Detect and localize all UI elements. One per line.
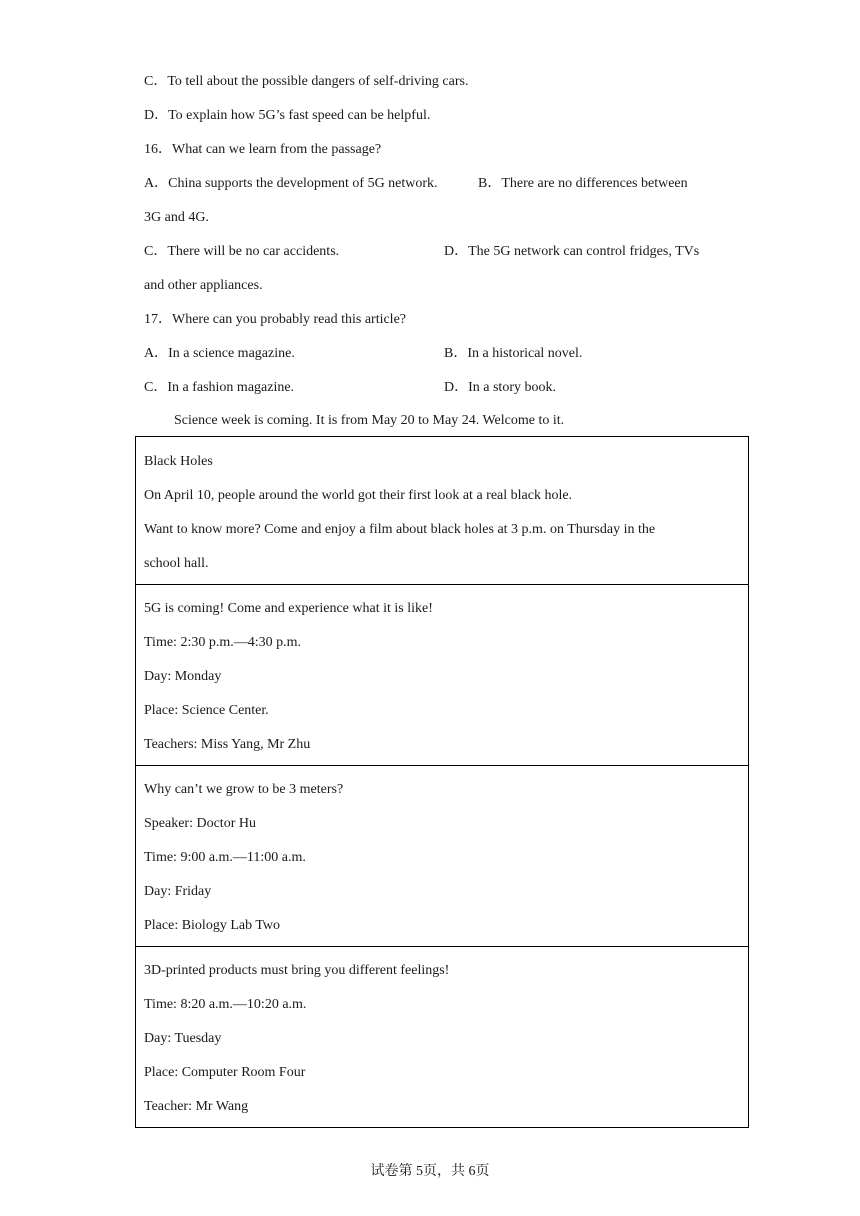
event-line: 3D-printed products must bring you different feelings!	[144, 963, 450, 978]
q15-option-c: C．To tell about the possible dangers of self-driving cars.	[144, 74, 469, 89]
event-line: Teachers: Miss Yang, Mr Zhu	[144, 737, 311, 752]
event-line: Place: Biology Lab Two	[144, 918, 281, 933]
event-line: school hall.	[144, 556, 209, 571]
q15-option-d: D．To explain how 5G’s fast speed can be helpful.	[144, 108, 431, 123]
event-line: Time: 2:30 p.m.—4:30 p.m.	[144, 635, 302, 650]
q17-option-a: A．In a science magazine.	[144, 346, 295, 361]
event-line: On April 10, people around the world got their first look at a real black hole.	[144, 488, 573, 503]
q16-option-c: C．There will be no car accidents.	[144, 244, 340, 259]
event-line: Day: Friday	[144, 884, 212, 899]
q17-question: 17．Where can you probably read this article?	[144, 312, 407, 327]
event-line: Place: Computer Room Four	[144, 1065, 306, 1080]
event-box-3d-printing	[135, 946, 749, 1128]
event-line: Want to know more? Come and enjoy a film about black holes at 3 p.m. on Thursday in the	[144, 522, 656, 537]
event-line: Time: 9:00 a.m.—11:00 a.m.	[144, 850, 306, 865]
q16-option-d: D．The 5G network can control fridges, TVs	[444, 244, 700, 259]
q17-option-d: D．In a story book.	[444, 380, 556, 395]
passage-intro: Science week is coming. It is from May 20 to May 24. Welcome to it.	[174, 413, 565, 428]
q17-option-c: C．In a fashion magazine.	[144, 380, 295, 395]
q17-option-b: B．In a historical novel.	[444, 346, 583, 361]
event-box-black-holes	[135, 436, 749, 585]
event-line: Place: Science Center.	[144, 703, 269, 718]
event-line: 5G is coming! Come and experience what it is like!	[144, 601, 433, 616]
page-footer: 试卷第 5页，共 6页	[370, 1164, 490, 1179]
q16-option-b-continued: 3G and 4G.	[144, 210, 209, 225]
q16-option-d-continued: and other appliances.	[144, 278, 263, 293]
q16-option-b: B．There are no differences between	[478, 176, 688, 191]
event-line: Time: 8:20 a.m.—10:20 a.m.	[144, 997, 307, 1012]
event-box-grow	[135, 765, 749, 947]
q16-question: 16．What can we learn from the passage?	[144, 142, 382, 157]
event-line: Why can’t we grow to be 3 meters?	[144, 782, 344, 797]
q16-option-a: A．China supports the development of 5G network.	[144, 176, 438, 191]
event-line: Teacher: Mr Wang	[144, 1099, 249, 1114]
event-line: Black Holes	[144, 454, 213, 469]
event-line: Day: Tuesday	[144, 1031, 222, 1046]
event-box-5g	[135, 584, 749, 766]
event-line: Day: Monday	[144, 669, 222, 684]
event-line: Speaker: Doctor Hu	[144, 816, 256, 831]
